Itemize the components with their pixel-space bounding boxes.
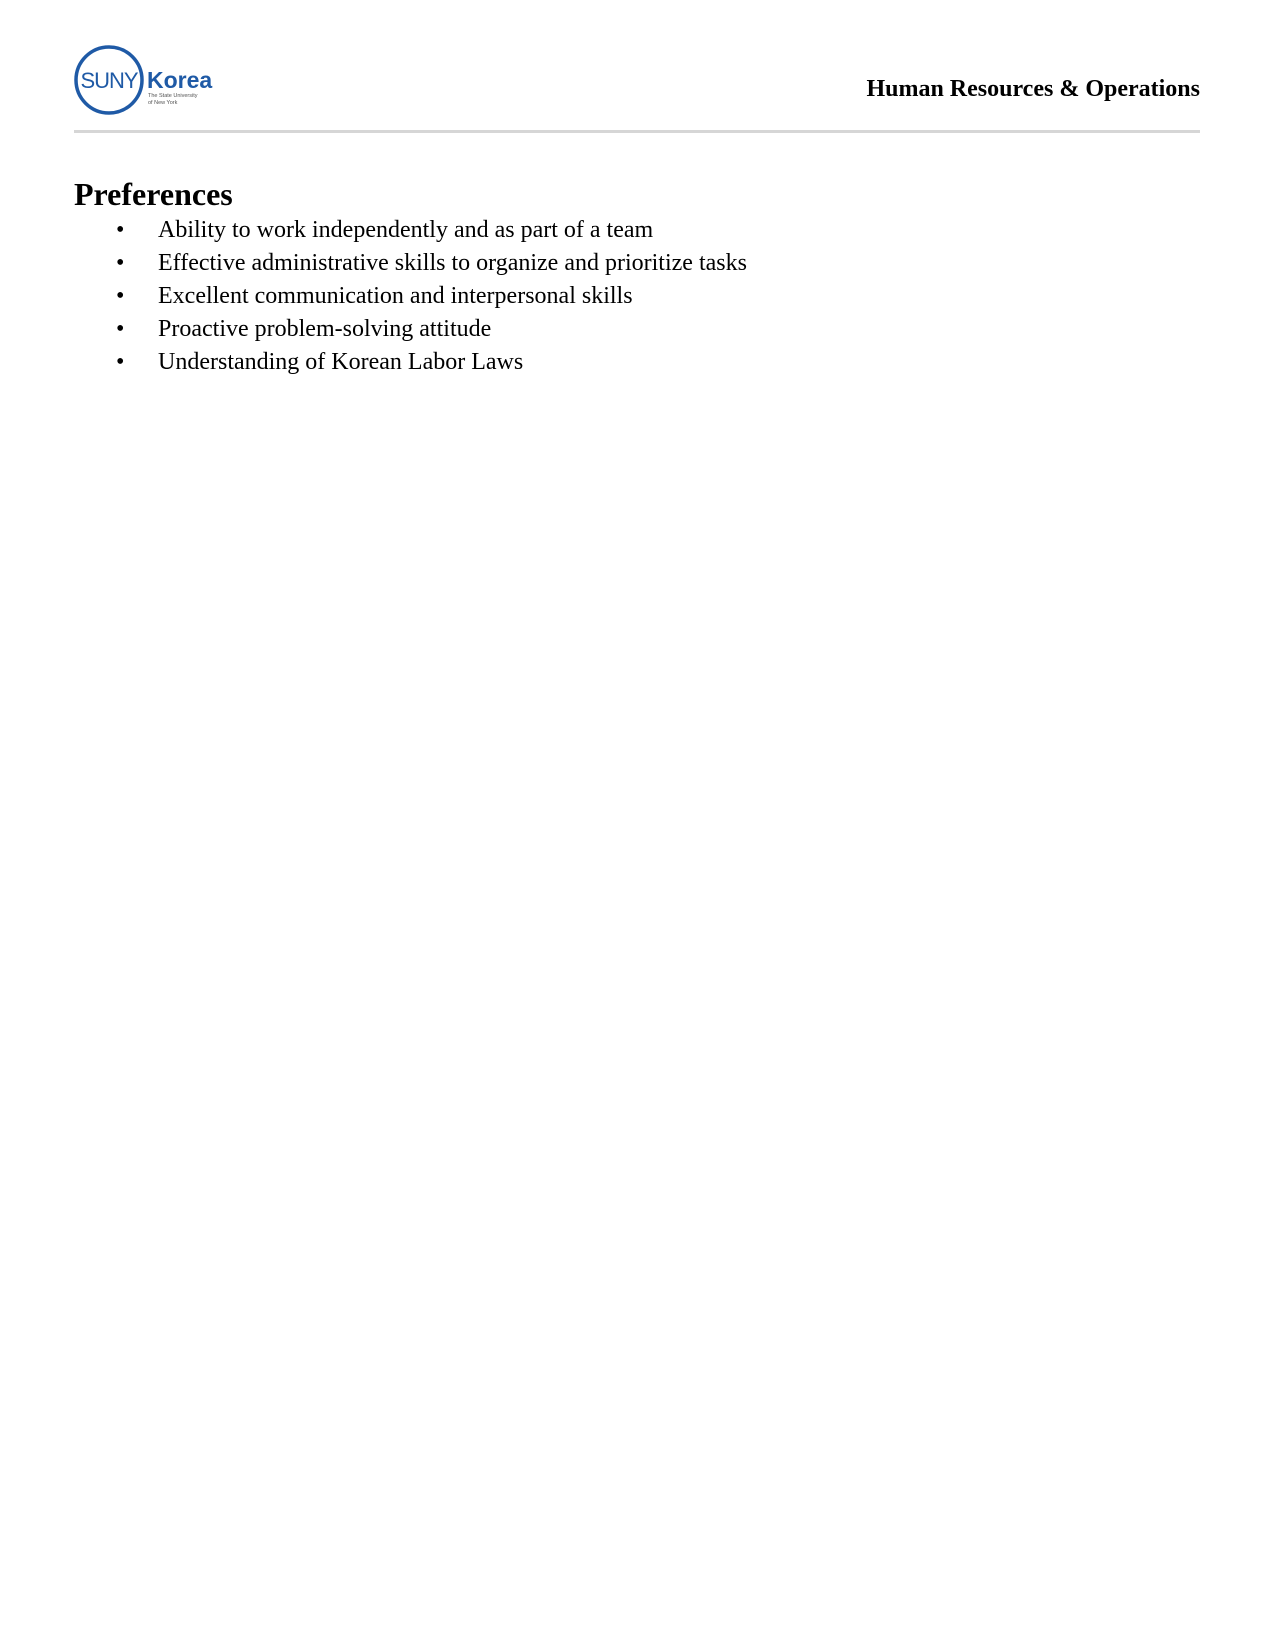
logo-mark-text: SUNY (80, 68, 138, 93)
list-item-text: Effective administrative skills to organize and prioritize tasks (158, 250, 747, 276)
preferences-section (74, 174, 1200, 379)
bullet-icon: • (116, 250, 125, 276)
list-item-text: Proactive problem-solving attitude (158, 316, 492, 342)
bullet-icon: • (116, 316, 125, 342)
suny-korea-logo (74, 43, 224, 117)
logo-brand-text: Korea (147, 67, 213, 93)
department-title: Human Resources & Operations (866, 76, 1200, 102)
list-item (74, 247, 1200, 280)
page-header (74, 40, 1200, 133)
list-item-text: Excellent communication and interpersonal skills (158, 283, 633, 309)
bullet-icon: • (116, 217, 125, 243)
list-item (74, 214, 1200, 247)
logo-tagline-line2: of New York (148, 100, 178, 106)
logo-tagline-line1: The State University (148, 93, 198, 99)
section-heading: Preferences (74, 176, 233, 212)
list-item (74, 313, 1200, 346)
list-item-text: Understanding of Korean Labor Laws (158, 349, 524, 375)
list-item (74, 346, 1200, 379)
bullet-icon: • (116, 283, 125, 309)
preferences-list (74, 214, 1200, 379)
list-item-text: Ability to work independently and as part of a team (158, 217, 654, 243)
list-item (74, 280, 1200, 313)
bullet-icon: • (116, 349, 125, 375)
